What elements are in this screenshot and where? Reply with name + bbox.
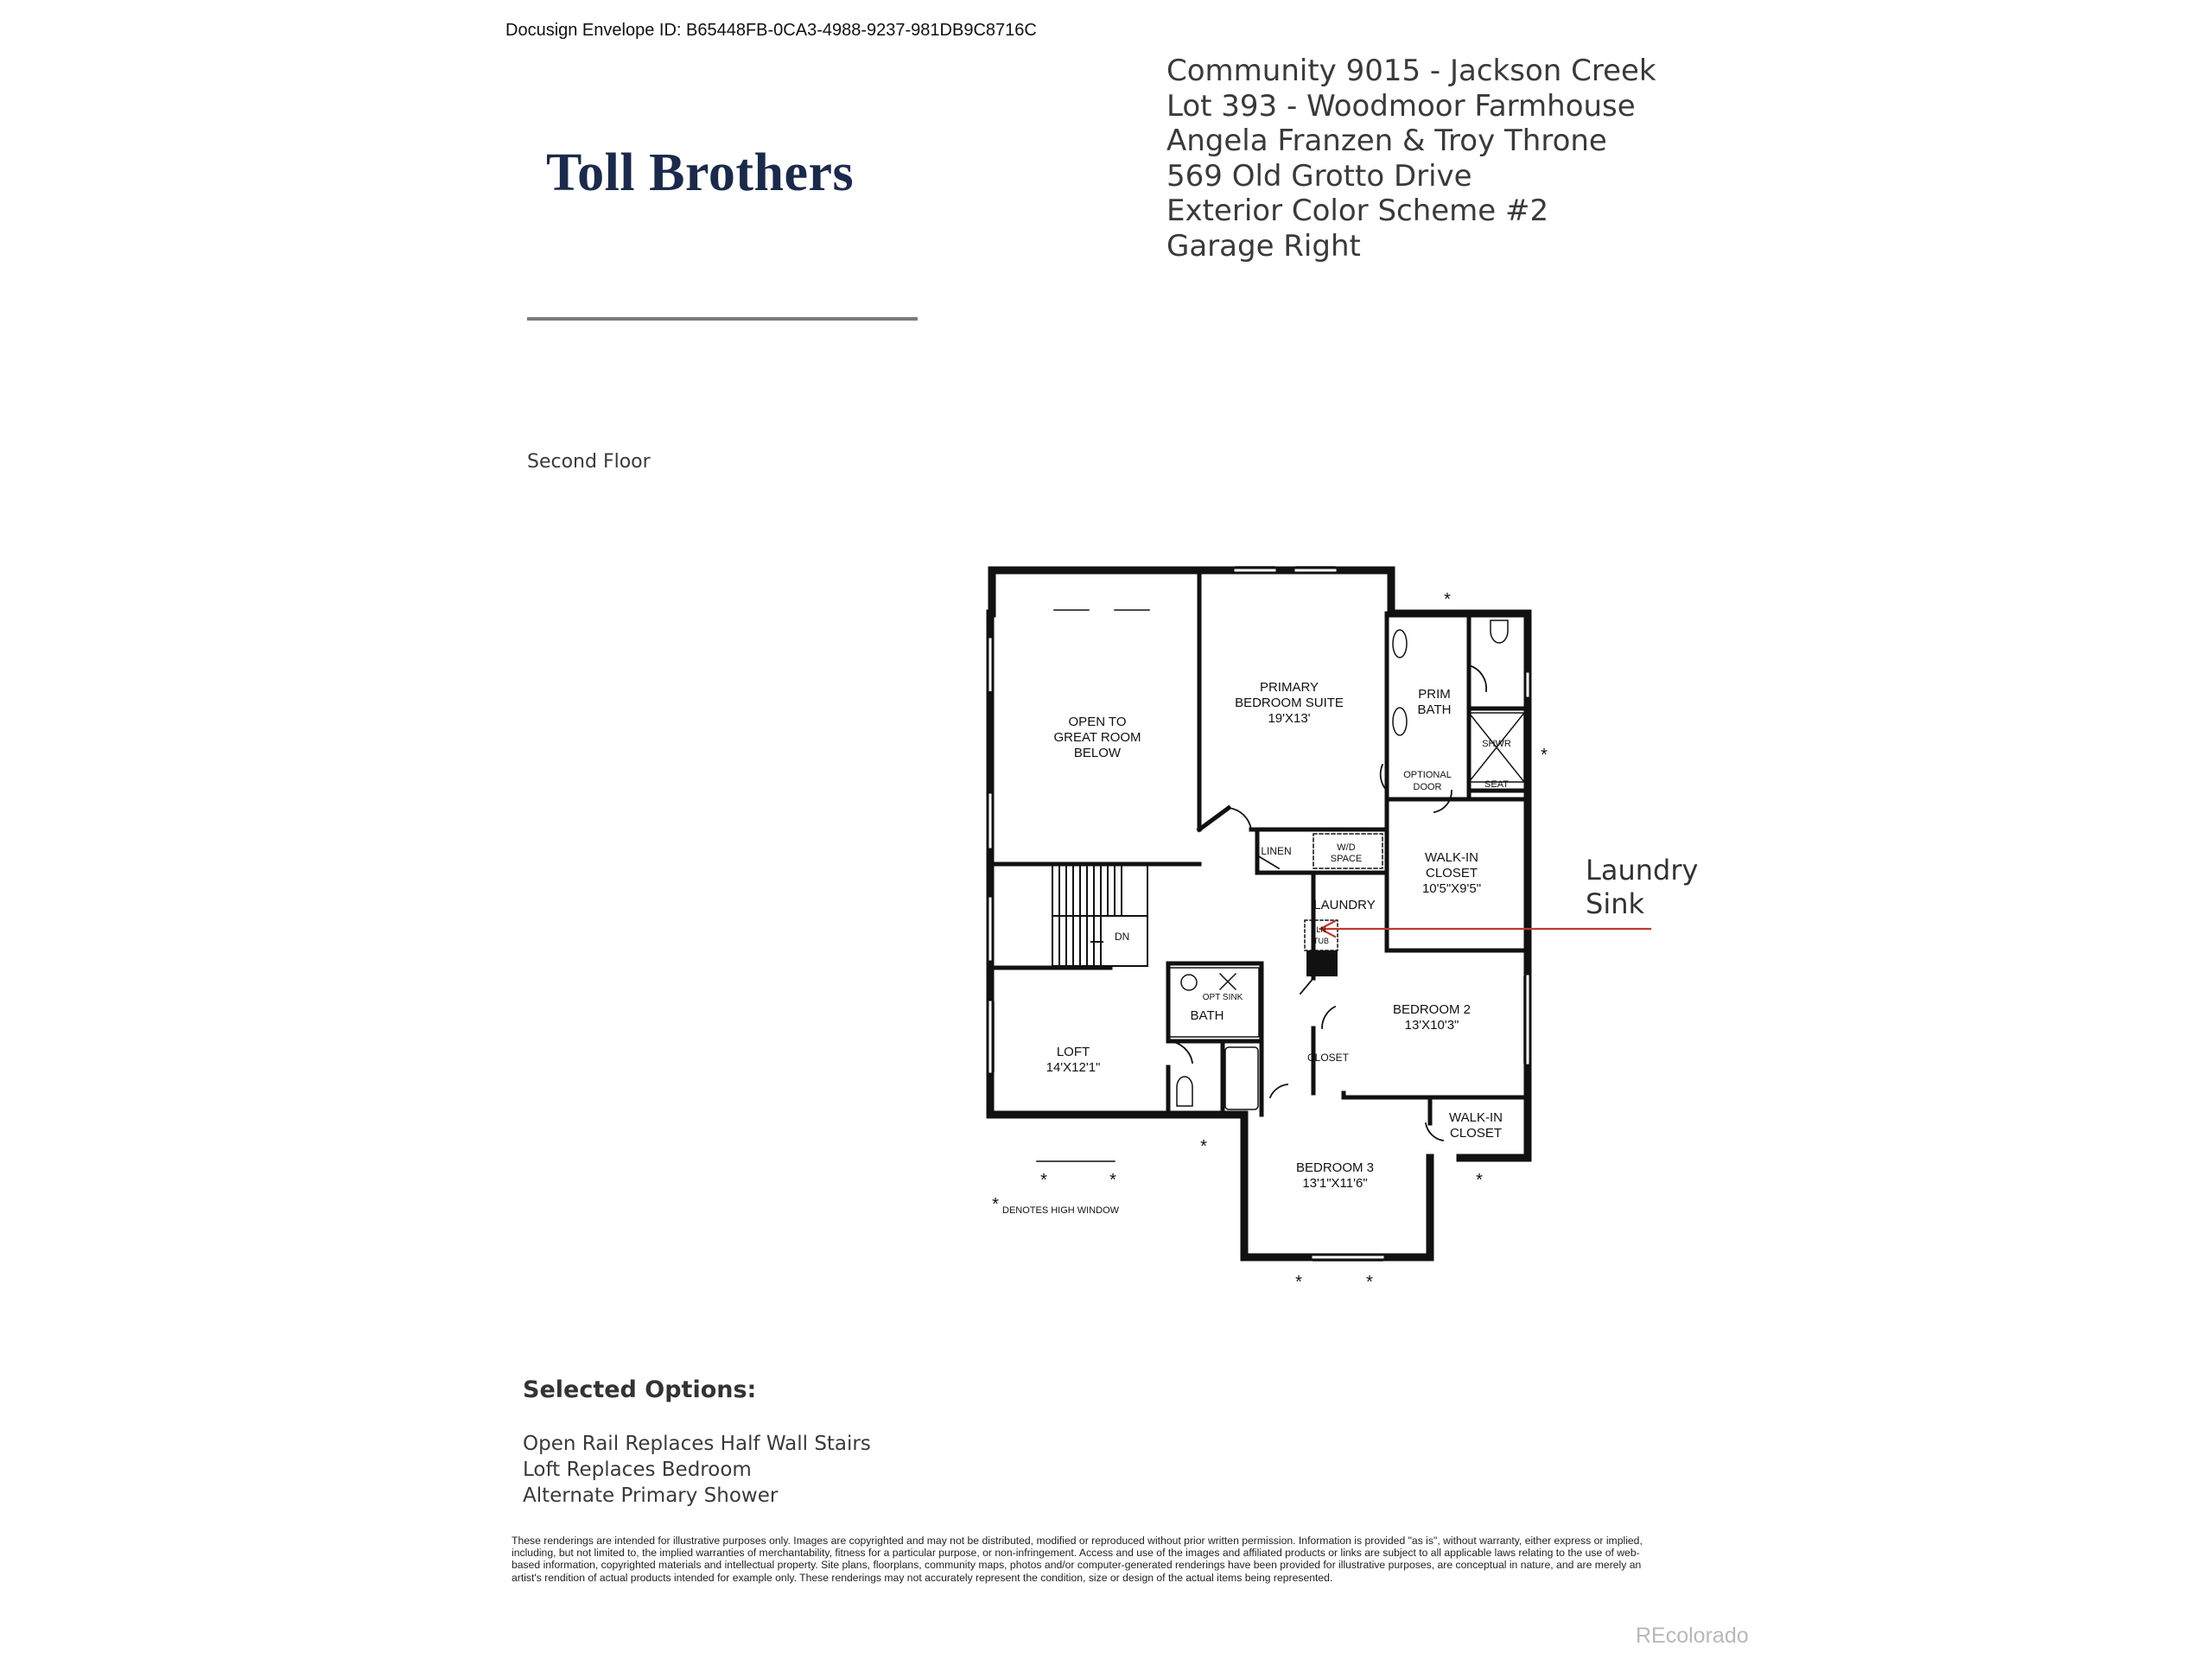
open-to-label: BELOW [1073, 746, 1122, 760]
selected-options-list [523, 1431, 871, 1509]
wd-space-label: W/D [1337, 842, 1356, 853]
address-line: 569 Old Grotto Drive [1166, 158, 1472, 194]
optional-door-label: DOOR [1413, 782, 1442, 792]
walk-in-closet-label: CLOSET [1425, 866, 1478, 880]
shower-label: SHWR [1482, 739, 1511, 749]
bedroom-2-label: BEDROOM 2 [1392, 1002, 1471, 1017]
loft-label: LOFT [1056, 1045, 1090, 1059]
optional-door-label: OPTIONAL [1403, 770, 1452, 780]
seat-label: SEAT [1484, 779, 1509, 790]
high-window-marker: * [1366, 1273, 1373, 1292]
linen-label: LINEN [1261, 845, 1292, 857]
prim-bath-label: BATH [1417, 702, 1452, 717]
walk-in-closet-dims: 10'5"X9'5" [1421, 881, 1482, 896]
buyers-line: Angela Franzen & Troy Throne [1166, 124, 1607, 158]
high-window-marker: * [992, 1195, 999, 1214]
high-window-marker: * [1200, 1137, 1207, 1156]
prim-bath-label: PRIM [1418, 687, 1451, 702]
high-window-marker: * [1040, 1171, 1047, 1190]
bedroom-3-dims: 13'1"X11'6" [1302, 1176, 1368, 1191]
open-to-label: GREAT ROOM [1053, 730, 1141, 745]
walk-in-closet-label: WALK-IN [1449, 1110, 1503, 1125]
color-scheme-line: Exterior Color Scheme #2 [1166, 194, 1549, 228]
legal-disclaimer: These renderings are intended for illustrative purposes only. Images are copyrighted and may not be distributed, modified or reproduced without prior written permission. Information is provided "as is", without warranty, either express or implied, including, but not limited to, the implied warranties of merchantability, fitness for a particular purpose, or non-infringement. Access and use of the images and affiliated products or links are subject to all applicable laws relating to the use of web-based information, copyrighted materials and intellectual property. Site plans, floorplans, community maps, photos and/or computer-generated renderings have been provided for illustrative purposes, are conceptual in nature, and are merely an artist's rendition of actual products intended for example only. These renderings may not accurately represent the condition, size or design of the actual items being represented. [512, 1535, 1643, 1584]
high-window-marker: * [1444, 590, 1451, 609]
high-window-note: DENOTES HIGH WINDOW [1002, 1205, 1120, 1216]
lot-line: Lot 393 - Woodmoor Farmhouse [1166, 88, 1636, 124]
bath-label: BATH [1190, 1008, 1224, 1023]
garage-line: Garage Right [1166, 228, 1361, 264]
laundry-sink-annotation [1586, 854, 1698, 921]
staircase [1052, 864, 1147, 966]
annotation-line: Sink [1586, 887, 1645, 920]
opt-sink-label: OPT SINK [1202, 993, 1243, 1002]
bedroom-3-label: BEDROOM 3 [1295, 1160, 1375, 1175]
annotation-line: Laundry [1586, 854, 1699, 887]
laundry-tub-label: LN [1316, 925, 1326, 934]
closet-label: CLOSET [1306, 1052, 1350, 1064]
selected-options-title: Selected Options: [523, 1376, 757, 1403]
primary-suite-label: PRIMARY [1259, 680, 1319, 695]
laundry-tub-label: TUB [1313, 937, 1329, 945]
toll-brothers-logo: Toll Brothers [546, 143, 855, 202]
stairs-down-label: DN [1115, 931, 1130, 943]
laundry-label: LAUNDRY [1313, 898, 1376, 912]
option-item: Alternate Primary Shower [523, 1484, 779, 1507]
option-item: Open Rail Replaces Half Wall Stairs [523, 1433, 871, 1455]
option-item: Loft Replaces Bedroom [523, 1459, 752, 1481]
open-to-label: OPEN TO [1068, 715, 1127, 729]
high-window-marker: * [1476, 1171, 1483, 1190]
high-window-marker: * [1295, 1273, 1302, 1292]
floor-label: Second Floor [527, 451, 651, 473]
recolorado-watermark: REcolorado [1636, 1624, 1749, 1648]
primary-suite-label: BEDROOM SUITE [1235, 696, 1344, 710]
wd-space-label: SPACE [1330, 854, 1363, 864]
high-window-marker: * [1109, 1171, 1116, 1190]
docusign-envelope-id: Docusign Envelope ID: B65448FB-0CA3-4988-9237-981DB9C8716C [505, 21, 1037, 40]
walk-in-closet-label: WALK-IN [1425, 850, 1478, 865]
bedroom-2-dims: 13'X10'3" [1404, 1018, 1459, 1033]
walk-in-closet-label: CLOSET [1449, 1126, 1503, 1141]
community-line: Community 9015 - Jackson Creek [1166, 54, 1656, 88]
high-window-marker: * [1541, 746, 1548, 765]
loft-dims: 14'X12'1" [1046, 1060, 1101, 1075]
exterior-walls [990, 570, 1528, 1257]
primary-suite-dims: 19'X13' [1268, 711, 1311, 726]
